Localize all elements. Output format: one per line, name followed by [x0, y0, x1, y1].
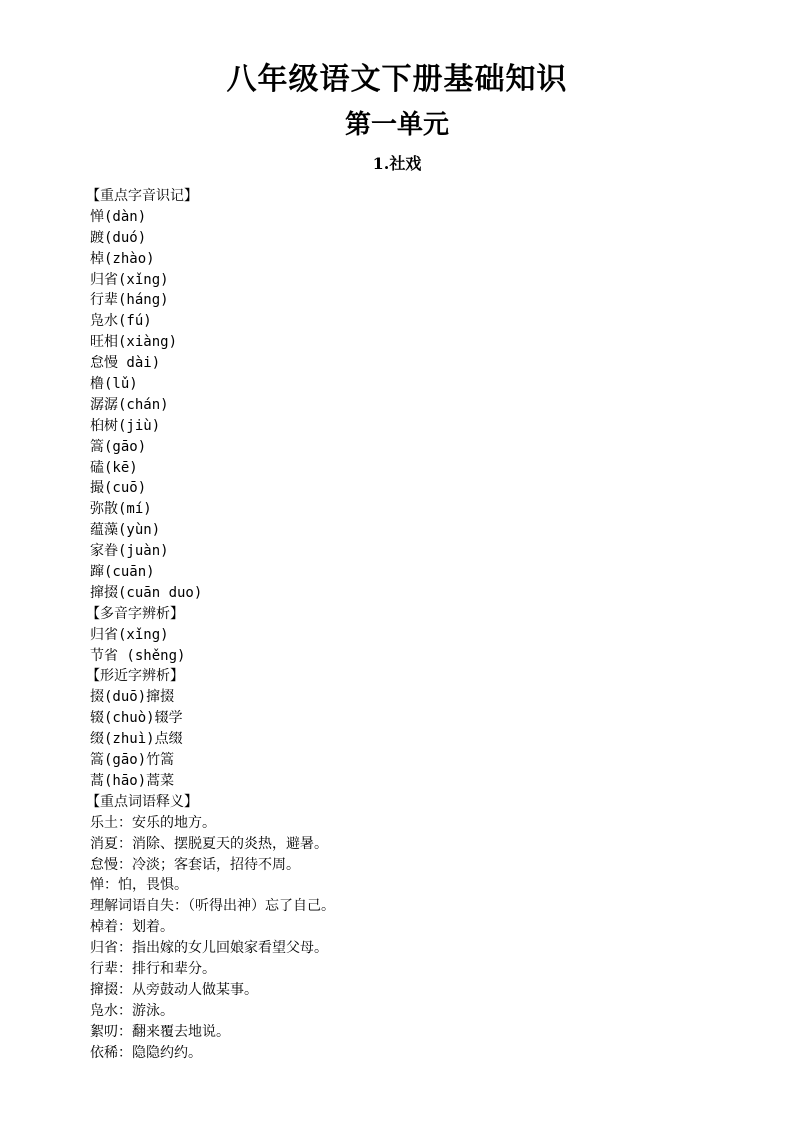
- list-item: 潺潺(chán): [90, 396, 169, 413]
- list-item: 踱(duó): [90, 229, 147, 246]
- list-item: 节省 (shěng): [90, 647, 186, 664]
- list-item: 棹(zhào): [90, 250, 155, 267]
- list-item: 惮：怕，畏惧。: [90, 877, 188, 894]
- list-item: 撺掇(cuān duo): [90, 584, 203, 601]
- list-item: 缀(zhuì)点缀: [90, 731, 183, 748]
- list-item: 怠慢：冷淡；客套话，招待不周。: [90, 856, 300, 873]
- section-heading: 【多音字辨析】: [86, 605, 184, 622]
- list-item: 弥散(mí): [90, 501, 152, 518]
- list-item: 归省(xǐng): [90, 626, 169, 643]
- list-item: 絮叨：翻来覆去地说。: [90, 1023, 230, 1040]
- list-item: 凫水(fú): [90, 313, 152, 330]
- content-body: [86, 186, 730, 1063]
- list-item: 归省：指出嫁的女儿回娘家看望父母。: [90, 940, 328, 957]
- list-item: 旺相(xiàng): [90, 334, 178, 351]
- list-item: 行辈：排行和辈分。: [90, 960, 216, 977]
- list-item: 橹(lǔ): [90, 376, 138, 393]
- list-item: 篙(gāo)竹篙: [90, 752, 175, 769]
- list-item: 磕(kē): [90, 459, 138, 476]
- unit-title: 第一单元: [344, 110, 449, 140]
- list-item: 撮(cuō): [90, 480, 147, 497]
- list-item: 消夏：消除、摆脱夏天的炎热，避暑。: [90, 835, 328, 852]
- document-title: 八年级语文下册基础知识: [226, 62, 568, 97]
- list-item: 蕴藻(yùn): [90, 522, 161, 539]
- list-item: 怠慢 dài): [90, 355, 161, 372]
- list-item: 掇(duō)撺掇: [90, 689, 175, 706]
- list-item: 撺掇：从旁鼓动人做某事。: [90, 981, 258, 998]
- list-item: 蒿(hāo)蒿菜: [90, 772, 175, 789]
- list-item: 归省(xǐng): [90, 271, 169, 288]
- lesson-title: 1.社戏: [372, 154, 422, 173]
- list-item: 家眷(juàn): [90, 543, 169, 560]
- list-item: 行辈(háng): [90, 292, 169, 309]
- list-item: 蹿(cuān): [90, 564, 155, 581]
- list-item: 乐土：安乐的地方。: [90, 814, 216, 831]
- list-item: 桕树(jiù): [90, 417, 161, 434]
- list-item: 凫水：游泳。: [90, 1002, 174, 1019]
- list-item: 篙(gāo): [90, 438, 147, 455]
- list-item: 棹着：划着。: [90, 919, 174, 936]
- list-item: 辍(chuò)辍学: [90, 710, 183, 727]
- list-item: 依稀：隐隐约约。: [90, 1044, 202, 1061]
- list-item: 惮(dàn): [90, 208, 147, 225]
- section-heading: 【重点词语释义】: [86, 793, 198, 810]
- list-item: 理解词语自失：（听得出神）忘了自己。: [90, 898, 335, 915]
- section-heading: 【重点字音识记】: [86, 188, 198, 204]
- section-heading: 【形近字辨析】: [86, 668, 184, 685]
